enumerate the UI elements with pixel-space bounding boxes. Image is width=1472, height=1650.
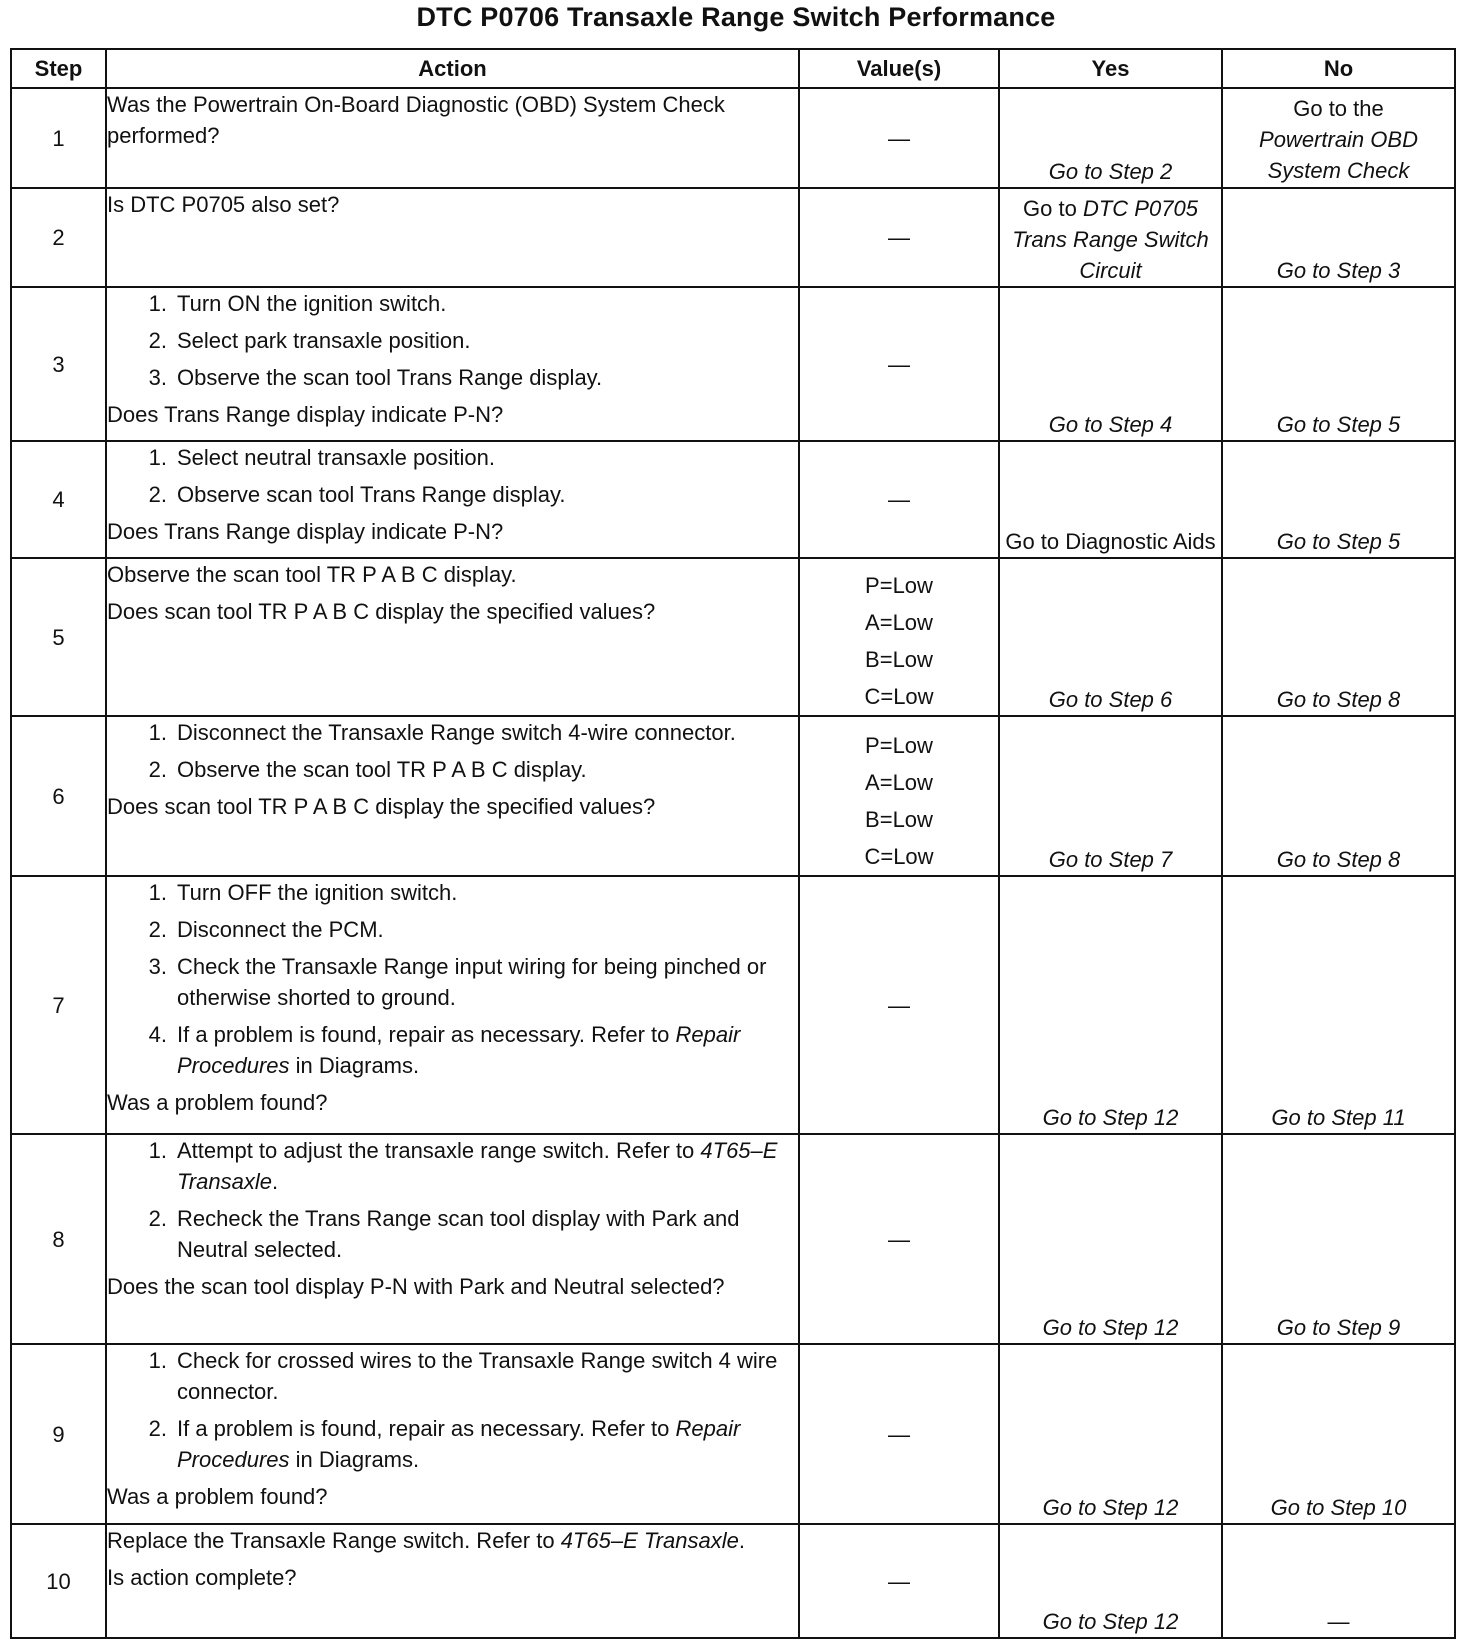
substep-text: Observe the scan tool TR P A B C display. — [177, 757, 587, 782]
yes-cell: Go to Step 6 — [999, 558, 1222, 716]
action-cell — [106, 188, 799, 287]
substep-reference: Repair Procedures — [177, 1022, 741, 1078]
value-item: C=Low — [864, 684, 934, 709]
action-question: Is action complete? — [107, 1565, 297, 1590]
no-cell: Go to Step 5 — [1222, 287, 1455, 441]
no-cell: Go to Step 9 — [1222, 1134, 1455, 1344]
table-row — [11, 876, 1455, 1134]
yes-cell: Go to Step 12 — [999, 876, 1222, 1134]
no-cell: Go to Step 5 — [1222, 441, 1455, 558]
value-item: P=Low — [865, 573, 933, 598]
action-text: Observe the scan tool TR P A B C display. — [107, 562, 517, 587]
action-cell — [106, 88, 799, 188]
yes-reference: DTC P0705 Trans Range Switch Circuit — [1012, 196, 1209, 283]
action-question: Does Trans Range display indicate P-N? — [107, 402, 504, 427]
action-question: Was a problem found? — [107, 1090, 328, 1115]
no-cell: Go to Step 8 — [1222, 716, 1455, 876]
no-cell: Go to Step 8 — [1222, 558, 1455, 716]
substep: 1. Turn ON the ignition switch. — [148, 291, 447, 316]
substep-text: . — [271, 1169, 279, 1194]
substep: 2. Observe the scan tool TR P A B C display. — [148, 757, 587, 782]
substep-text: If a problem is found, repair as necessary. Refer to — [177, 1416, 670, 1441]
table-row — [11, 441, 1455, 558]
substep-list — [107, 717, 798, 785]
values-cell: — — [799, 188, 999, 287]
action-question: Does Trans Range display indicate P-N? — [107, 519, 504, 544]
value-item: P=Low — [865, 733, 933, 758]
header-yes: Yes — [999, 49, 1222, 88]
no-cell: — — [1222, 1524, 1455, 1638]
table-header-row — [11, 49, 1455, 88]
substep-list — [107, 442, 798, 510]
action-text: Is DTC P0705 also set? — [107, 192, 340, 217]
action-cell — [106, 716, 799, 876]
header-action: Action — [106, 49, 799, 88]
value-item: A=Low — [865, 770, 933, 795]
no-reference: Powertrain OBD System Check — [1259, 127, 1418, 183]
action-cell — [106, 441, 799, 558]
value-item: B=Low — [865, 807, 933, 832]
substep-text: Disconnect the PCM. — [177, 917, 384, 942]
no-cell — [1222, 88, 1455, 188]
action-question: Does scan tool TR P A B C display the specified values? — [107, 599, 656, 624]
values-cell: — — [799, 1134, 999, 1344]
step-number: 8 — [11, 1134, 106, 1344]
diagnostic-table — [10, 48, 1456, 1639]
table-row — [11, 1134, 1455, 1344]
table-row — [11, 558, 1455, 716]
values-cell — [799, 716, 999, 876]
yes-cell: Go to Step 12 — [999, 1524, 1222, 1638]
table-row — [11, 287, 1455, 441]
substep-text: Observe the scan tool Trans Range display. — [177, 365, 603, 390]
substep: 4. If a problem is found, repair as necessary. Refer to Repair Procedures in Diagrams. — [148, 1022, 741, 1078]
yes-cell: Go to Step 12 — [999, 1134, 1222, 1344]
header-step: Step — [11, 49, 106, 88]
substep-text: Select neutral transaxle position. — [177, 445, 495, 470]
action-cell — [106, 1524, 799, 1638]
table-row — [11, 88, 1455, 188]
step-number: 5 — [11, 558, 106, 716]
substep-text: Turn ON the ignition switch. — [177, 291, 447, 316]
substep: 2. Observe scan tool Trans Range display. — [148, 482, 566, 507]
substep: 1. Attempt to adjust the transaxle range switch. Refer to 4T65–E Transaxle. — [148, 1138, 778, 1194]
substep-list — [107, 877, 798, 1081]
yes-cell: Go to Step 4 — [999, 287, 1222, 441]
no-cell: Go to Step 3 — [1222, 188, 1455, 287]
substep: 2. If a problem is found, repair as necessary. Refer to Repair Procedures in Diagrams. — [148, 1416, 741, 1472]
substep-text: Check for crossed wires to the Transaxle Range switch 4 wire connector. — [177, 1348, 778, 1404]
substep-list — [107, 288, 798, 393]
action-text-part: . — [738, 1528, 745, 1553]
action-cell — [106, 287, 799, 441]
substep-text: Select park transaxle position. — [177, 328, 471, 353]
yes-cell: Go to Step 2 — [999, 88, 1222, 188]
substep-reference: 4T65–E Transaxle — [177, 1138, 778, 1194]
yes-cell: Go to Step 12 — [999, 1344, 1222, 1524]
substep-text: Recheck the Trans Range scan tool display with Park and Neutral selected. — [177, 1206, 740, 1262]
table-row — [11, 716, 1455, 876]
value-item: B=Low — [865, 647, 933, 672]
substep-list — [107, 1345, 798, 1475]
action-text — [107, 1525, 798, 1556]
action-question: Does scan tool TR P A B C display the specified values? — [107, 794, 656, 819]
substep-text: Observe scan tool Trans Range display. — [177, 482, 566, 507]
no-text: Go to the — [1293, 96, 1384, 121]
step-number: 6 — [11, 716, 106, 876]
value-item: C=Low — [864, 844, 934, 869]
substep-reference: Repair Procedures — [177, 1416, 741, 1472]
values-cell: — — [799, 287, 999, 441]
substep-text: Attempt to adjust the transaxle range switch. Refer to — [177, 1138, 695, 1163]
table-row — [11, 1344, 1455, 1524]
header-no: No — [1222, 49, 1455, 88]
yes-text: Go to — [1023, 196, 1077, 221]
no-cell: Go to Step 10 — [1222, 1344, 1455, 1524]
table-row — [11, 188, 1455, 287]
action-cell — [106, 876, 799, 1134]
substep: 3. Check the Transaxle Range input wiring for being pinched or otherwise shorted to ground. — [148, 954, 767, 1010]
action-question: Was a problem found? — [107, 1484, 328, 1509]
yes-cell: Go to Diagnostic Aids — [999, 441, 1222, 558]
values-cell: — — [799, 1524, 999, 1638]
substep: 2. Recheck the Trans Range scan tool display with Park and Neutral selected. — [148, 1206, 740, 1262]
substep-text: in Diagrams. — [295, 1447, 420, 1472]
action-cell — [106, 1134, 799, 1344]
values-cell: — — [799, 1344, 999, 1524]
table-row — [11, 1524, 1455, 1638]
no-cell: Go to Step 11 — [1222, 876, 1455, 1134]
header-values: Value(s) — [799, 49, 999, 88]
values-cell — [799, 558, 999, 716]
yes-cell — [999, 188, 1222, 287]
action-reference: 4T65–E Transaxle — [560, 1528, 739, 1553]
step-number: 2 — [11, 188, 106, 287]
step-number: 3 — [11, 287, 106, 441]
substep: 1. Check for crossed wires to the Transaxle Range switch 4 wire connector. — [148, 1348, 778, 1404]
step-number: 7 — [11, 876, 106, 1134]
action-text: Was the Powertrain On-Board Diagnostic (OBD) System Check performed? — [107, 92, 725, 148]
substep: 2. Disconnect the PCM. — [148, 917, 384, 942]
values-cell: — — [799, 88, 999, 188]
yes-cell: Go to Step 7 — [999, 716, 1222, 876]
substep: 1. Turn OFF the ignition switch. — [148, 880, 458, 905]
substep-text: Check the Transaxle Range input wiring for being pinched or otherwise shorted to ground. — [177, 954, 767, 1010]
substep-text: Turn OFF the ignition switch. — [177, 880, 458, 905]
substep: 1. Disconnect the Transaxle Range switch 4-wire connector. — [148, 720, 736, 745]
values-cell: — — [799, 441, 999, 558]
substep-text: in Diagrams. — [295, 1053, 420, 1078]
action-cell — [106, 1344, 799, 1524]
step-number: 9 — [11, 1344, 106, 1524]
substep-text: Disconnect the Transaxle Range switch 4-wire connector. — [177, 720, 736, 745]
action-text-part: Replace the Transaxle Range switch. Refer to — [107, 1528, 555, 1553]
substep: 2. Select park transaxle position. — [148, 328, 471, 353]
substep: 3. Observe the scan tool Trans Range display. — [148, 365, 603, 390]
substep-text: If a problem is found, repair as necessary. Refer to — [177, 1022, 670, 1047]
step-number: 10 — [11, 1524, 106, 1638]
step-number: 4 — [11, 441, 106, 558]
substep-list — [107, 1135, 798, 1265]
values-cell: — — [799, 876, 999, 1134]
value-item: A=Low — [865, 610, 933, 635]
page-title: DTC P0706 Transaxle Range Switch Performance — [416, 2, 1056, 32]
step-number: 1 — [11, 88, 106, 188]
action-cell — [106, 558, 799, 716]
action-question: Does the scan tool display P-N with Park and Neutral selected? — [107, 1274, 725, 1299]
substep: 1. Select neutral transaxle position. — [148, 445, 495, 470]
